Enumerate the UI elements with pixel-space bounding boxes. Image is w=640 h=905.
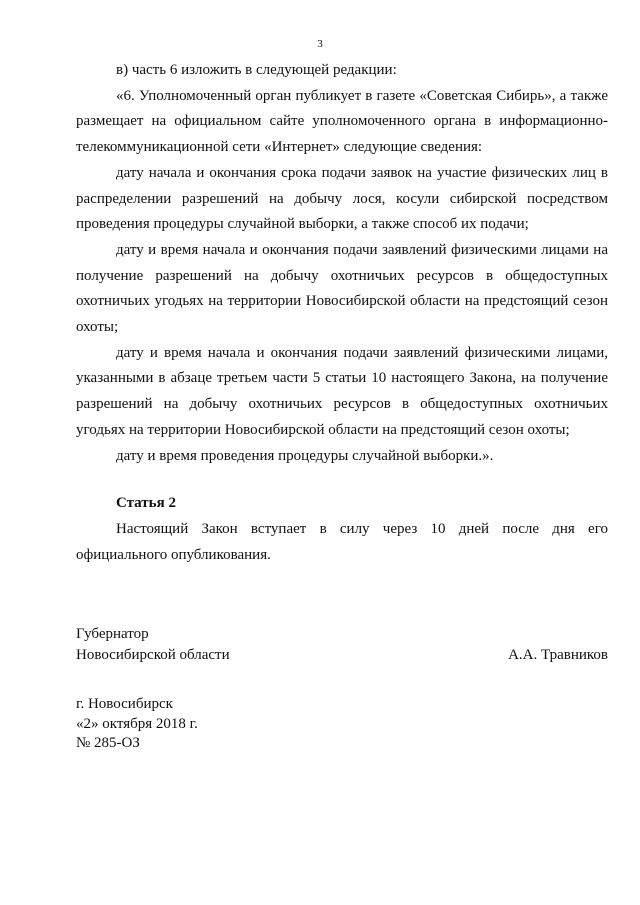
article-heading: Статья 2 [116,495,176,512]
signer-title-line2: Новосибирской области [76,647,230,663]
signer-name: А.А. Травников [508,647,608,663]
date: «2» октября 2018 г. [76,715,198,732]
paragraph-item-4: дату и время проведения процедуры случайной выборки.». [116,447,494,464]
paragraph-item-2: дату и время начала и окончания подачи заявлений физическими лицами на получение разрешений на добычу охотничьих ресурсов в общедоступных охотничьих угодьях на территории Новосибирской области на предстоящий сезон охоты; [76,241,608,336]
document-body [76,58,608,568]
paragraph-item-3: дату и время начала и окончания подачи заявлений физическими лицами, указанными в абзаце третьем части 5 статьи 10 настоящего Закона, на получение разрешений на добычу охотничьих ресурсов в общедоступных охотничьих угодьях на территории Новосибирской области на предстоящий сезон охоты; [76,344,608,438]
paragraph-item-1: дату начала и окончания срока подачи заявок на участие физических лиц в распределении разрешений на добычу лося, косули сибирской посредством проведения процедуры случайной выборки, а также способ их подачи; [76,164,608,233]
law-number: № 285-ОЗ [76,735,140,751]
article-text: Настоящий Закон вступает в силу через 10 дней после дня его официального опубликования. [76,520,608,563]
signature-block [76,624,608,666]
place-date-block [76,695,198,754]
page-number: 3 [317,38,323,50]
paragraph-intro: в) часть 6 изложить в следующей редакции: [116,62,397,78]
paragraph-part6: «6. Уполномоченный орган публикует в газете «Советская Сибирь», а также размещает на официальном сайте уполномоченного органа в информационно-телекоммуникационной сети «Интернет» следующие сведения: [76,87,608,156]
city: г. Новосибирск [76,696,173,712]
signer-title-line1: Губернатор [76,626,149,642]
